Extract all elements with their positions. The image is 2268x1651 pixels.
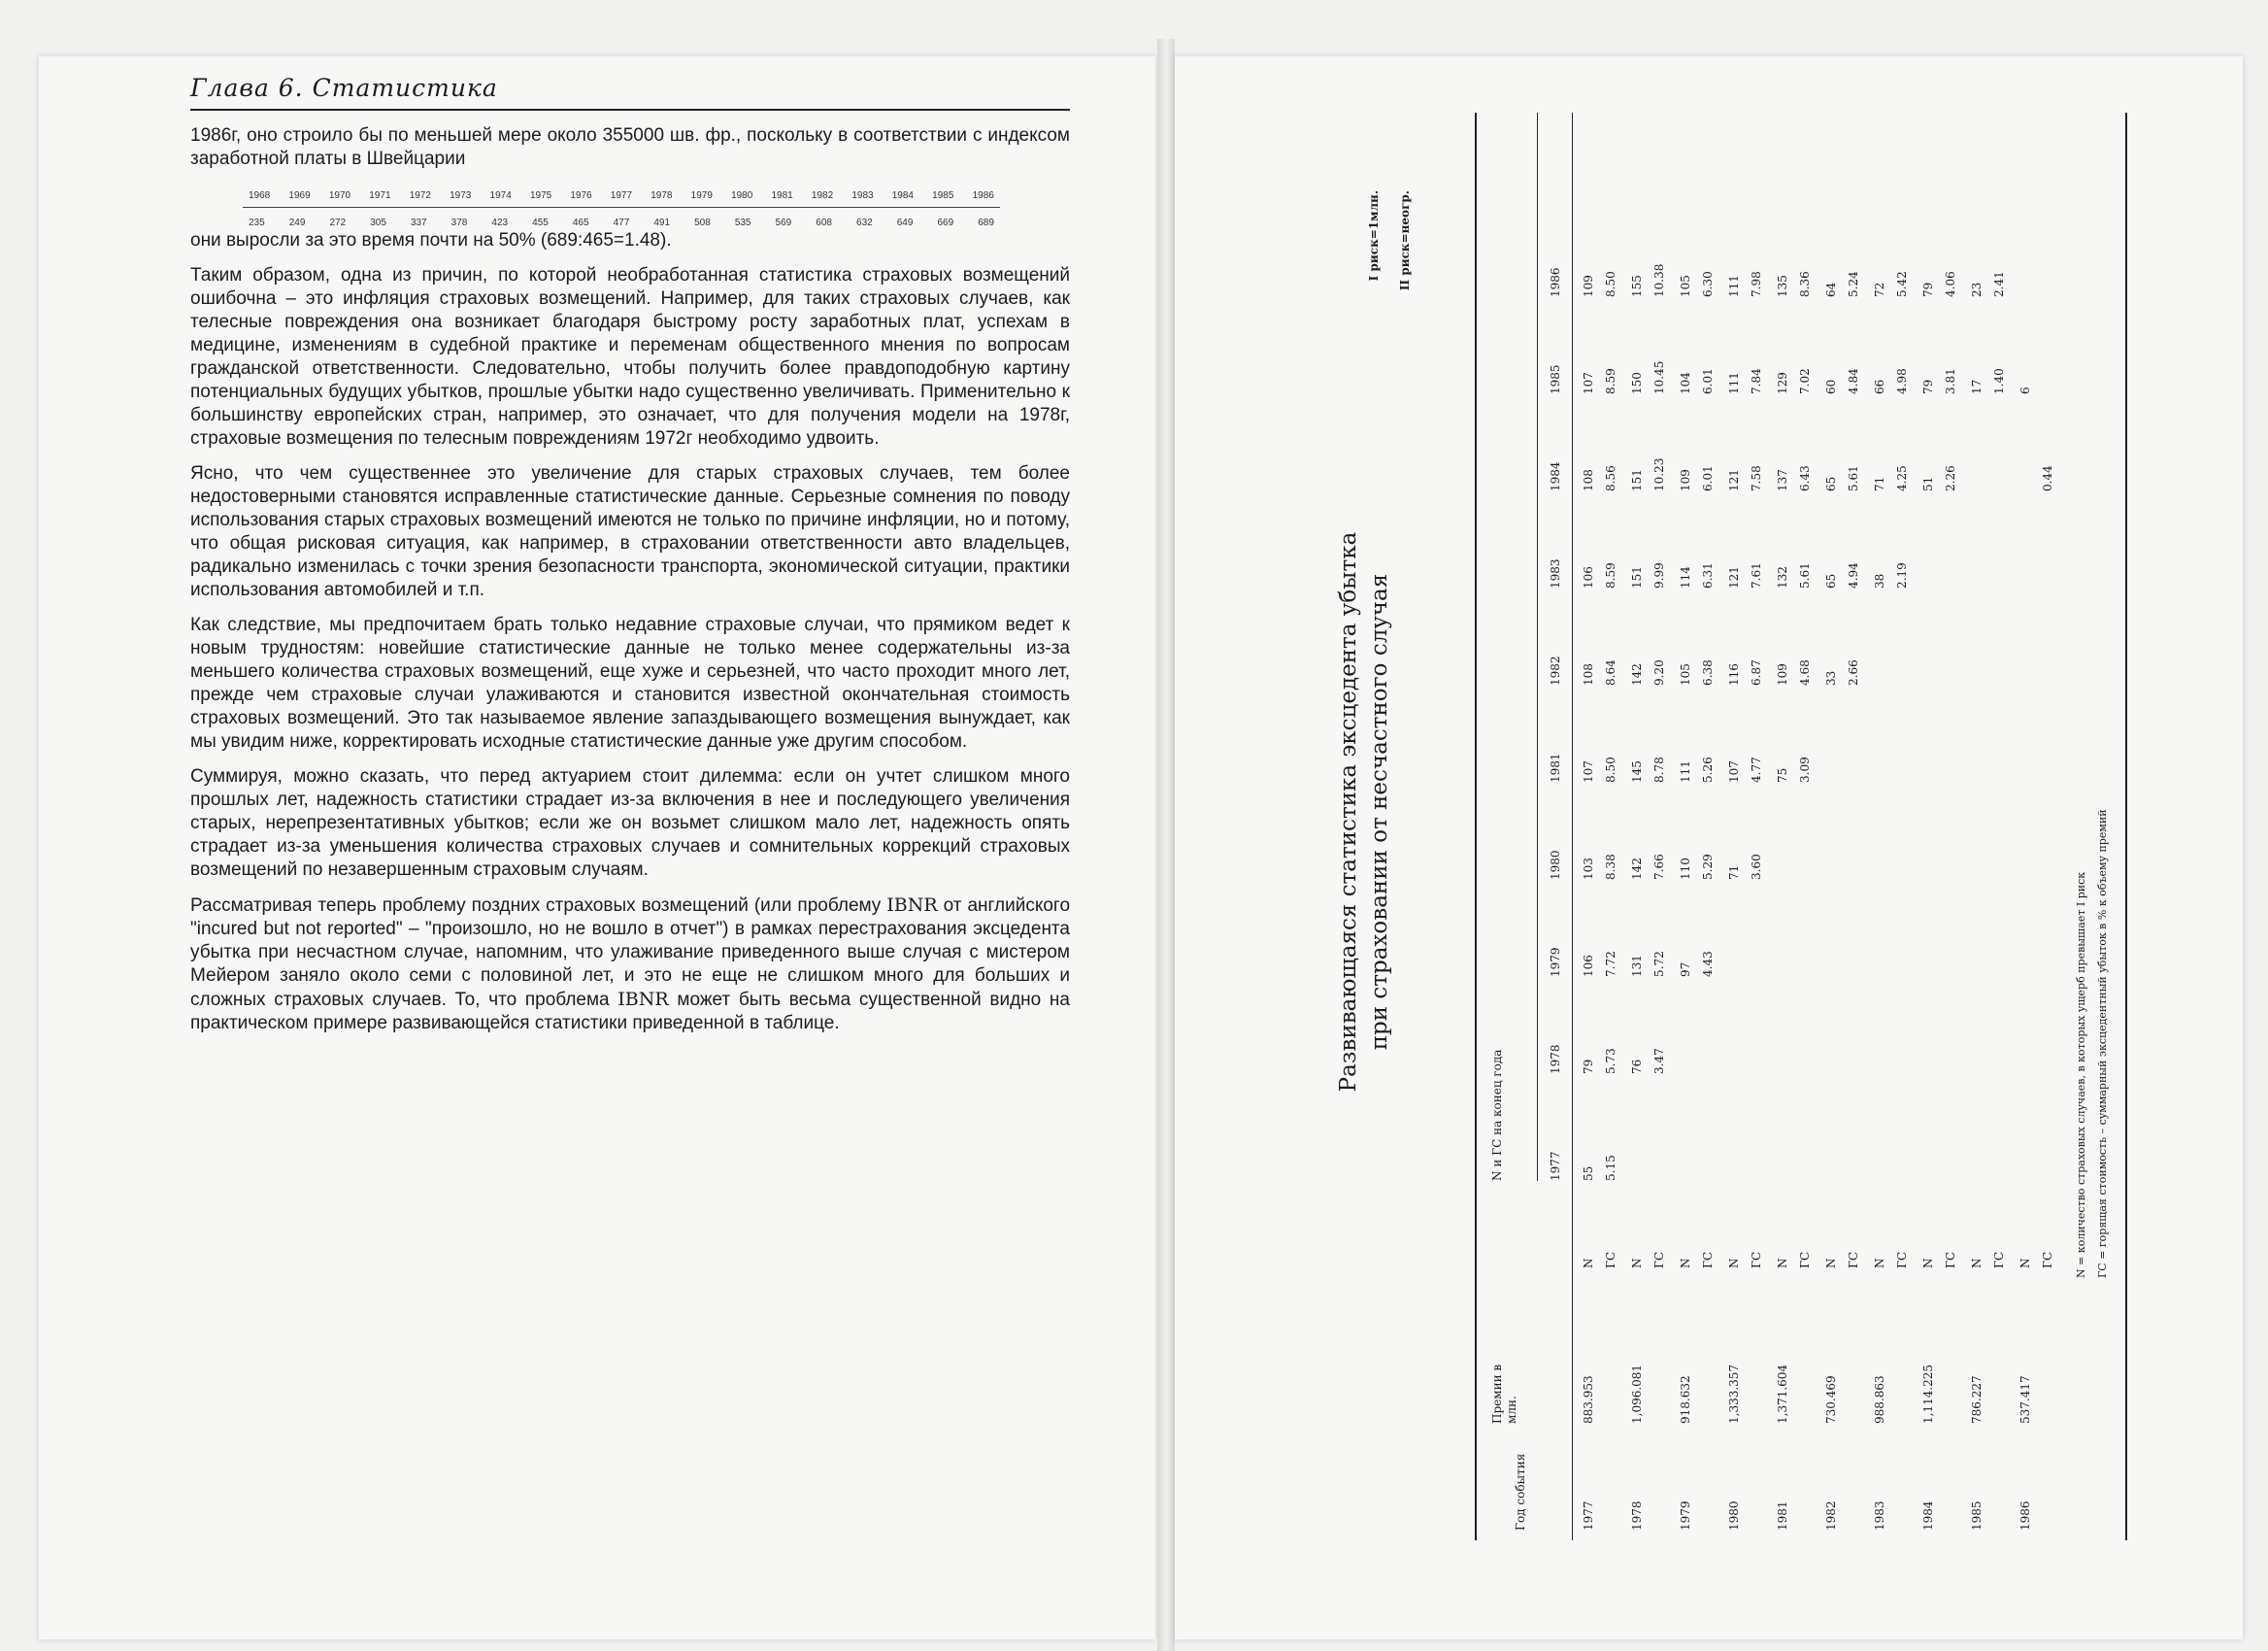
wage-index-value: 491 xyxy=(653,218,671,228)
row-label-n: N xyxy=(1776,1258,1789,1268)
footnote-n: N = количество страховых случаев, в которых ущерб превышает I риск xyxy=(2075,871,2087,1278)
table-cell-n: 107 xyxy=(1727,760,1741,783)
table-cell-n: 71 xyxy=(1873,476,1886,491)
table-cell-n: 79 xyxy=(1921,379,1935,394)
wage-index-year: 1974 xyxy=(489,190,512,201)
header-n-gs-group: N и ГС на конец года xyxy=(1490,1049,1504,1181)
premium-value: 1,096.081 xyxy=(1630,1364,1644,1424)
table-cell-n: 121 xyxy=(1727,566,1741,589)
table-cell-gs: 10.45 xyxy=(1652,360,1666,394)
table-cell-n: 108 xyxy=(1582,469,1595,491)
intro-paragraph xyxy=(190,124,1070,183)
table-cell-n: 33 xyxy=(1824,670,1838,686)
event-year: 1984 xyxy=(1921,1500,1935,1531)
year-header: 1983 xyxy=(1549,558,1562,589)
table-cell-n: 104 xyxy=(1679,372,1692,394)
table-cell-gs: 2.19 xyxy=(1895,562,1909,589)
year-header: 1979 xyxy=(1549,947,1562,977)
row-label-gs: ГС xyxy=(1750,1251,1763,1268)
wage-index-value: 569 xyxy=(775,218,792,228)
table-cell-gs: 7.61 xyxy=(1750,562,1763,589)
table-cell-gs: 3.60 xyxy=(1750,854,1763,880)
premium-value: 1,114.225 xyxy=(1921,1364,1935,1424)
table-cell-n: 64 xyxy=(1824,282,1838,297)
table-cell-gs: 6.87 xyxy=(1750,659,1763,686)
table-cell-gs: 3.09 xyxy=(1798,757,1812,783)
wage-index-values-row xyxy=(243,218,1000,228)
table-cell-gs: 8.64 xyxy=(1604,659,1618,686)
wage-index-year: 1971 xyxy=(369,190,391,201)
wage-index-value: 477 xyxy=(613,218,630,228)
table-cell-n: 72 xyxy=(1873,282,1886,297)
growth-paragraph: они выросли за это время почти на 50% (689:465=1.48). xyxy=(190,230,672,251)
paragraph-recent-claims: Как следствие, мы предпочитаем брать только недавние страховые случаи, что прямиком ведет к новым трудностям: новейшие статистические данные не только менее содержательны из-за меньшего количества страховых возмещений, еще хуже и серьезней, что часто проходит много лет, прежде чем страховые случаи улаживаются и становится известной окончательная стоимость страховых возмещений. Это так называемое явление запаздывающего возмещения вынуждает, как мы увидим ниже, корректировать исходные статистические данные уже другим способом. xyxy=(190,615,1070,752)
table-cell-n: 79 xyxy=(1921,282,1935,297)
table-cell-gs: 4.25 xyxy=(1895,465,1909,491)
wage-index-year: 1979 xyxy=(690,190,713,201)
table-cell-gs: 10.38 xyxy=(1652,263,1666,297)
table-cell-gs: 7.02 xyxy=(1798,368,1812,394)
table-cell-gs: 8.38 xyxy=(1604,854,1618,880)
table-cell-n: 105 xyxy=(1679,663,1692,686)
row-label-gs: ГС xyxy=(1944,1251,1957,1268)
wage-index-value: 632 xyxy=(856,218,873,228)
table-cell-gs: 2.66 xyxy=(1847,659,1860,686)
table-cell-n: 65 xyxy=(1824,476,1838,491)
wage-index-value: 649 xyxy=(896,218,914,228)
ibnr-term: IBNR xyxy=(886,894,938,916)
row-label-n: N xyxy=(1921,1258,1935,1268)
wage-index-year: 1986 xyxy=(972,190,994,201)
table-cell-n: 111 xyxy=(1679,760,1692,783)
table-cell-gs: 6.38 xyxy=(1701,659,1715,686)
wage-index-year: 1980 xyxy=(731,190,753,201)
table-cell-n: 76 xyxy=(1630,1059,1644,1074)
header-rule xyxy=(190,109,1070,111)
table-cell-n: 109 xyxy=(1776,663,1789,686)
wage-index-year: 1970 xyxy=(328,190,351,201)
table-cell-n: 107 xyxy=(1582,372,1595,394)
year-header: 1985 xyxy=(1549,364,1562,394)
event-year: 1979 xyxy=(1679,1500,1692,1531)
year-header: 1982 xyxy=(1549,656,1562,686)
table-cell-gs: 7.66 xyxy=(1652,854,1666,880)
table-cell-n: 121 xyxy=(1727,469,1741,491)
table-cell-gs: 2.41 xyxy=(1992,271,2006,297)
row-label-gs: ГС xyxy=(1798,1251,1812,1268)
paragraph-inflation: Таким образом, одна из причин, по которой необработанная статистика страховых возмещений ошибочна – это инфляция страховых возмещений. Например, для таких страховых случаев, как телесные повреждения она возникает благодаря быстрому росту заработных плат, успехам в медицине, изменениям в судебной практике и переменам общественного мнения по вопросам гражданской ответственности. Следовательно, чтобы получить более правдоподобную картину потенциальных будущих убытков, прошлые убытки надо существенно увеличивать. Применительно к большинству европейских стран, например, это означает, что для получения модели на 1978г, страховые возмещения по телесным повреждениям 1972г необходимо удвоить. xyxy=(190,265,1070,449)
loss-statistics-table xyxy=(1259,103,2191,1550)
wage-index-year: 1972 xyxy=(409,190,431,201)
wage-index-years-row xyxy=(243,190,1000,201)
table-cell-gs: 9.99 xyxy=(1652,562,1666,589)
row-label-n: N xyxy=(1873,1258,1886,1268)
premium-value: 918.632 xyxy=(1679,1375,1692,1424)
table-cell-gs: 6.01 xyxy=(1701,465,1715,491)
table-cell-gs: 8.78 xyxy=(1652,757,1666,783)
year-header: 1978 xyxy=(1549,1044,1562,1074)
table-cell-gs: 4.43 xyxy=(1701,951,1715,977)
table-cell-gs: 6.30 xyxy=(1701,271,1715,297)
wage-index-year: 1983 xyxy=(851,190,874,201)
table-cell-gs: 4.98 xyxy=(1895,368,1909,394)
table-cell-gs: 3.47 xyxy=(1652,1048,1666,1074)
running-head: Глава 6. Статистика xyxy=(190,74,498,102)
wage-index-value: 608 xyxy=(816,218,832,228)
table-cell-gs: 7.72 xyxy=(1604,951,1618,977)
table-cell-n: 111 xyxy=(1727,372,1741,394)
table-cell-n: 111 xyxy=(1727,275,1741,297)
wage-index-year: 1977 xyxy=(610,190,633,201)
table-cell-gs: 5.24 xyxy=(1847,271,1860,297)
table-cell-n: 106 xyxy=(1582,955,1595,977)
table-cell-gs: 6.43 xyxy=(1798,465,1812,491)
table-cell-gs: 5.61 xyxy=(1847,465,1860,491)
wage-index-year: 1982 xyxy=(811,190,834,201)
wage-index-year: 1968 xyxy=(249,190,271,201)
table-cell-gs: 1.40 xyxy=(1992,368,2006,394)
event-year: 1986 xyxy=(2018,1500,2032,1531)
table-cell-gs: 5.29 xyxy=(1701,854,1715,880)
premium-value: 883.953 xyxy=(1582,1375,1595,1424)
table-cell-n: 97 xyxy=(1679,961,1692,977)
wage-index-year: 1984 xyxy=(891,190,914,201)
table-cell-gs: 8.59 xyxy=(1604,562,1618,589)
table-cell-n: 116 xyxy=(1727,663,1741,686)
table-cell-n: 109 xyxy=(1679,469,1692,491)
header-premium: Премии в млн. xyxy=(1490,1364,1518,1424)
row-label-gs: ГС xyxy=(1652,1251,1666,1268)
table-cell-n: 103 xyxy=(1582,858,1595,880)
row-label-n: N xyxy=(1679,1258,1692,1268)
wage-index-year: 1981 xyxy=(771,190,793,201)
wage-index-year: 1976 xyxy=(570,190,592,201)
table-cell-n: 17 xyxy=(1970,379,1984,394)
table-cell-gs: 8.50 xyxy=(1604,271,1618,297)
wage-index-table xyxy=(243,190,1000,228)
year-header-rule xyxy=(1537,113,1538,1181)
table-cell-gs: 3.81 xyxy=(1944,368,1957,394)
row-label-n: N xyxy=(1727,1258,1741,1268)
table-cell-n: 107 xyxy=(1582,760,1595,783)
table-cell-n: 137 xyxy=(1776,469,1789,491)
table-cell-n: 75 xyxy=(1776,767,1789,783)
table-cell-gs: 7.98 xyxy=(1750,271,1763,297)
wage-index-rule xyxy=(243,207,1000,208)
table-cell-gs: 8.59 xyxy=(1604,368,1618,394)
premium-value: 537.417 xyxy=(2018,1375,2032,1424)
event-year: 1982 xyxy=(1824,1500,1838,1531)
table-cell-n: 65 xyxy=(1824,573,1838,589)
row-label-n: N xyxy=(2018,1258,2032,1268)
row-label-gs: ГС xyxy=(1847,1251,1860,1268)
table-cell-gs: 0.44 xyxy=(2041,465,2054,491)
table-cell-gs: 2.26 xyxy=(1944,465,1957,491)
table-cell-n: 71 xyxy=(1727,864,1741,880)
table-cell-n: 110 xyxy=(1679,858,1692,880)
wage-index-value: 535 xyxy=(734,218,751,228)
premium-value: 786.227 xyxy=(1970,1375,1984,1424)
row-label-n: N xyxy=(1824,1258,1838,1268)
table-cell-n: 132 xyxy=(1776,566,1789,589)
wage-index-value: 378 xyxy=(450,218,468,228)
row-label-gs: ГС xyxy=(2041,1251,2054,1268)
header-year-of-event: Год события xyxy=(1514,1453,1527,1531)
row-label-gs: ГС xyxy=(1701,1251,1715,1268)
table-legend: I риск=1млн. II риск=неогр. xyxy=(1367,190,1412,291)
wage-index-year: 1978 xyxy=(650,190,673,201)
table-cell-gs: 6.01 xyxy=(1701,368,1715,394)
table-cell-n: 38 xyxy=(1873,573,1886,589)
table-top-rule xyxy=(1475,113,1477,1540)
table-cell-n: 106 xyxy=(1582,566,1595,589)
footnote-gs: ГС = горящая стоимость – суммарный эксцедентный убыток в % к объему премий xyxy=(2096,809,2109,1278)
table-cell-gs: 4.06 xyxy=(1944,271,1957,297)
table-cell-gs: 9.20 xyxy=(1652,659,1666,686)
table-cell-n: 142 xyxy=(1630,663,1644,686)
table-cell-gs: 4.68 xyxy=(1798,659,1812,686)
table-cell-gs: 4.77 xyxy=(1750,757,1763,783)
table-cell-n: 23 xyxy=(1970,282,1984,297)
table-cell-gs: 5.73 xyxy=(1604,1048,1618,1074)
row-label-gs: ГС xyxy=(1604,1251,1618,1268)
wage-index-value: 465 xyxy=(572,218,589,228)
table-cell-n: 151 xyxy=(1630,469,1644,491)
table-cell-n: 109 xyxy=(1582,275,1595,297)
table-cell-gs: 8.36 xyxy=(1798,271,1812,297)
wage-index-value: 337 xyxy=(410,218,427,228)
table-cell-n: 142 xyxy=(1630,858,1644,880)
event-year: 1977 xyxy=(1582,1500,1595,1531)
table-cell-n: 114 xyxy=(1679,566,1692,589)
table-cell-n: 51 xyxy=(1921,476,1935,491)
wage-index-value: 669 xyxy=(937,218,954,228)
premium-value: 730.469 xyxy=(1824,1375,1838,1424)
wage-index-value: 689 xyxy=(978,218,994,228)
table-cell-gs: 5.26 xyxy=(1701,757,1715,783)
table-cell-n: 131 xyxy=(1630,955,1644,977)
table-title: Развивающаяся статистика эксцедента убытка при страховании от несчастного случая xyxy=(1336,531,1392,1093)
paragraph-ibnr: Рассматривая теперь проблему поздних страховых возмещений (или проблему IBNR от английского "incured but not reported" – "произошло, но не вошло в отчет") в рамках перестрахования эксцедента убытка при несчастном случае, напомним, что улаживание приведенного выше случая с мистером Мейером заняло около семи с половиной лет, и это не еще не слишком много для больших и сложных страховых случаев. То, что проблема IBNR может быть весьма существенной видно на практическом примере развивающейся статистики приведенной в таблице. xyxy=(190,894,1071,1033)
table-cell-n: 145 xyxy=(1630,760,1644,783)
premium-value: 988.863 xyxy=(1873,1375,1886,1424)
wage-index-value: 455 xyxy=(532,218,549,228)
wage-index-year: 1975 xyxy=(529,190,552,201)
year-header: 1981 xyxy=(1549,753,1562,783)
table-cell-gs: 5.61 xyxy=(1798,562,1812,589)
paragraph-reliability: Ясно, что чем существеннее это увеличение для старых страховых случаев, тем более недостоверными становятся исправленные статистические данные. Серьезные сомнения по поводу использования старых страховых возмещений имеются не только по причине инфляции, но и потому, что общая рисковая ситуация, как например, в страховании ответственности авто владельцев, радикально изменилась с точки зрения безопасности транспорта, экономической ситуации, практики использования автомобилей и т.п. xyxy=(190,463,1070,600)
event-year: 1983 xyxy=(1873,1500,1886,1531)
premium-value: 1,333.357 xyxy=(1727,1364,1741,1424)
table-cell-gs: 4.84 xyxy=(1847,368,1860,394)
year-header: 1977 xyxy=(1549,1151,1562,1181)
table-cell-n: 6 xyxy=(2018,387,2032,394)
table-bottom-rule xyxy=(2125,113,2127,1540)
table-cell-n: 135 xyxy=(1776,275,1789,297)
body-text xyxy=(190,229,1070,1047)
paragraph-dilemma: Суммируя, можно сказать, что перед актуарием стоит дилемма: если он учтет слишком много прошлых лет, надежность статистики страдает из-за включения в нее и последующего увеличения старых, нерепрезентативных убытков; если же он возьмет слишком мало лет, надежность опять страдает из-за уменьшения количества страховых случаев и сомнительных коррекций страховых возмещений по незавершенным страховым случаям. xyxy=(190,766,1070,880)
row-label-gs: ГС xyxy=(1992,1251,2006,1268)
row-label-gs: ГС xyxy=(1895,1251,1909,1268)
wage-index-year: 1969 xyxy=(288,190,311,201)
wage-index-value: 272 xyxy=(329,218,347,228)
event-year: 1981 xyxy=(1776,1500,1789,1531)
table-cell-gs: 7.84 xyxy=(1750,368,1763,394)
table-cell-n: 66 xyxy=(1873,379,1886,394)
wage-index-year: 1973 xyxy=(450,190,472,201)
wage-index-value: 508 xyxy=(694,218,711,228)
event-year: 1978 xyxy=(1630,1500,1644,1531)
event-year: 1985 xyxy=(1970,1500,1984,1531)
wage-index-value: 235 xyxy=(249,218,265,228)
table-cell-gs: 4.94 xyxy=(1847,562,1860,589)
row-label-n: N xyxy=(1582,1258,1595,1268)
book-gutter xyxy=(1157,39,1175,1651)
table-cell-n: 108 xyxy=(1582,663,1595,686)
premium-value: 1,371.604 xyxy=(1776,1364,1789,1424)
table-cell-gs: 7.58 xyxy=(1750,465,1763,491)
wage-index-year: 1985 xyxy=(932,190,954,201)
intro-text: 1986г, оно строило бы по меньшей мере около 355000 шв. фр., поскольку в соответствии с индексом заработной платы в Швейцарии xyxy=(190,125,1070,169)
event-year: 1980 xyxy=(1727,1500,1741,1531)
table-cell-gs: 5.42 xyxy=(1895,271,1909,297)
table-cell-n: 129 xyxy=(1776,372,1789,394)
table-cell-n: 55 xyxy=(1582,1165,1595,1181)
table-cell-n: 105 xyxy=(1679,275,1692,297)
ibnr-term: IBNR xyxy=(617,989,669,1010)
table-cell-gs: 5.72 xyxy=(1652,951,1666,977)
table-cell-n: 79 xyxy=(1582,1059,1595,1074)
wage-index-value: 423 xyxy=(491,218,509,228)
wage-index-value: 249 xyxy=(288,218,306,228)
table-cell-gs: 5.15 xyxy=(1604,1155,1618,1181)
table-cell-gs: 8.56 xyxy=(1604,465,1618,491)
year-header: 1986 xyxy=(1549,267,1562,297)
row-label-n: N xyxy=(1630,1258,1644,1268)
table-cell-n: 155 xyxy=(1630,275,1644,297)
table-cell-gs: 8.50 xyxy=(1604,757,1618,783)
row-label-n: N xyxy=(1970,1258,1984,1268)
year-header: 1980 xyxy=(1549,850,1562,880)
table-cell-gs: 10.23 xyxy=(1652,457,1666,491)
table-cell-gs: 6.31 xyxy=(1701,562,1715,589)
table-cell-n: 151 xyxy=(1630,566,1644,589)
wage-index-value: 305 xyxy=(370,218,386,228)
table-cell-n: 60 xyxy=(1824,379,1838,394)
year-header: 1984 xyxy=(1549,461,1562,491)
table-cell-n: 150 xyxy=(1630,372,1644,394)
header-bottom-rule xyxy=(1572,113,1573,1540)
